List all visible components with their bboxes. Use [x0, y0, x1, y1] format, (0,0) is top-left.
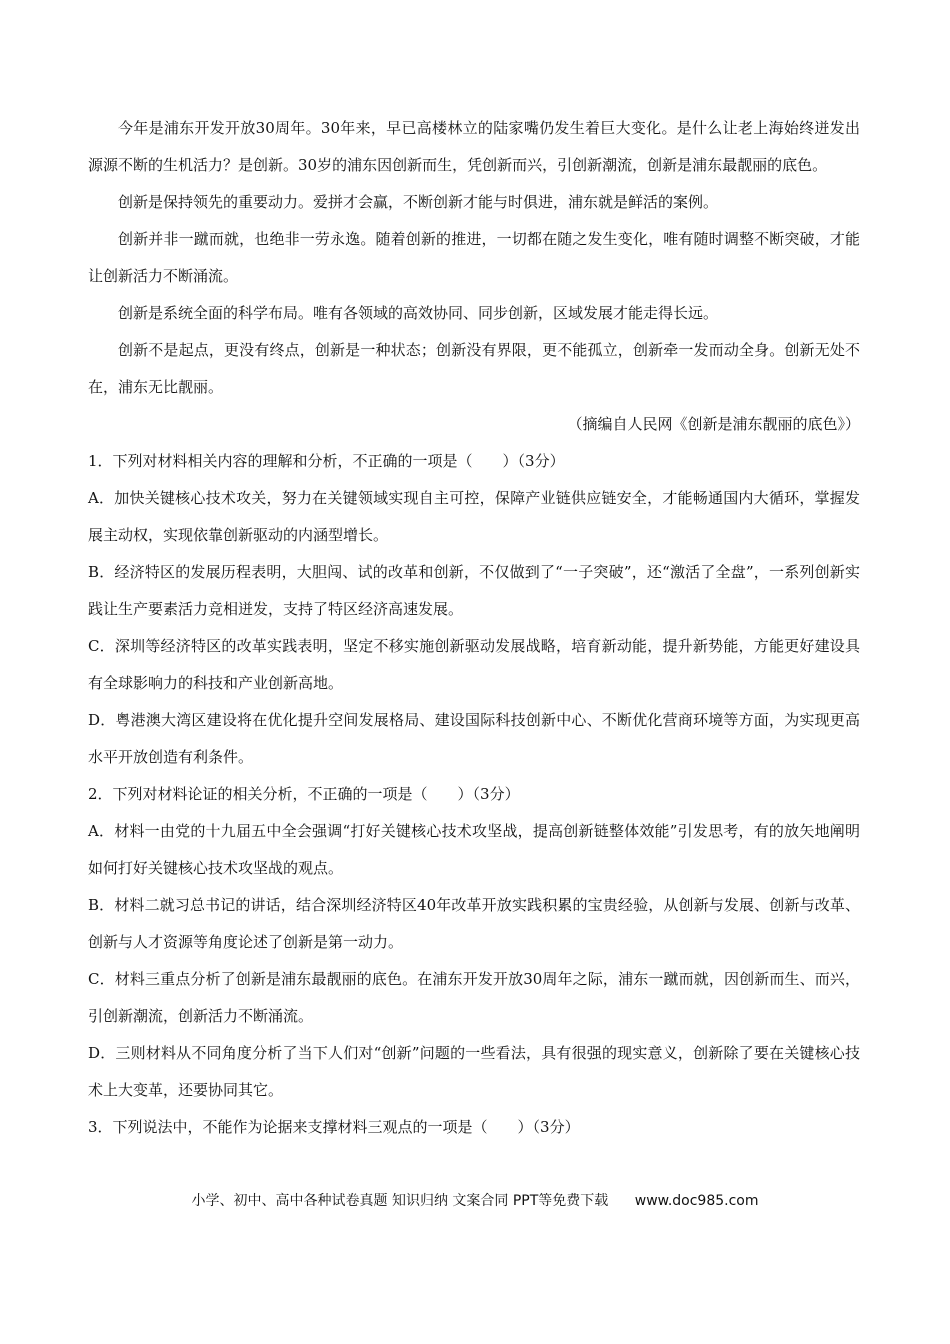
- option-b: B．材料二就习总书记的讲话，结合深圳经济特区40年改革开放实践积累的宝贵经验，从创新与发展、创新与改革、创新与人才资源等角度论述了创新是第一动力。: [88, 896, 860, 951]
- option-d: D．三则材料从不同角度分析了当下人们对“创新”问题的一些看法，具有很强的现实意义，创新除了要在关键核心技术上大变革，还要协同其它。: [88, 1044, 860, 1099]
- option-b: B．经济特区的发展历程表明，大胆闯、试的改革和创新，不仅做到了“一子突破”，还“激活了全盘”，一系列创新实践让生产要素活力竞相迸发，支持了特区经济高速发展。: [88, 563, 860, 618]
- document-body: [88, 110, 860, 1146]
- option-d: D．粤港澳大湾区建设将在优化提升空间发展格局、建设国际科技创新中心、不断优化营商环境等方面，为实现更高水平开放创造有利条件。: [88, 711, 860, 766]
- passage-paragraph: 创新不是起点，更没有终点，创新是一种状态；创新没有界限，更不能孤立，创新牵一发而动全身。创新无处不在，浦东无比靓丽。: [88, 341, 860, 396]
- passage-source: （摘编自人民网《创新是浦东靓丽的底色》）: [567, 415, 860, 433]
- question-2: [88, 776, 860, 1109]
- passage-paragraph: 创新是系统全面的科学布局。唯有各领域的高效协同、同步创新，区域发展才能走得长远。: [118, 304, 719, 322]
- option-c: C．材料三重点分析了创新是浦东最靓丽的底色。在浦东开发开放30周年之际，浦东一蹴而就，因创新而生、而兴，引创新潮流，创新活力不断涌流。: [88, 970, 860, 1025]
- passage-paragraph: 今年是浦东开发开放30周年。30年来，早已高楼林立的陆家嘴仍发生着巨大变化。是什么让老上海始终迸发出源源不断的生机活力？是创新。30岁的浦东因创新而生，凭创新而兴，引创新潮流，创新是浦东最靓丽的底色。: [88, 119, 860, 174]
- question-stem: 2．下列对材料论证的相关分析，不正确的一项是（ ）（3分）: [88, 785, 520, 803]
- question-1: [88, 443, 860, 776]
- question-3: [88, 1109, 860, 1146]
- option-c: C．深圳等经济特区的改革实践表明，坚定不移实施创新驱动发展战略，培育新动能，提升新势能，方能更好建设具有全球影响力的科技和产业创新高地。: [88, 637, 860, 692]
- passage: [88, 110, 860, 443]
- option-a: A．加快关键核心技术攻关，努力在关键领域实现自主可控，保障产业链供应链安全，才能畅通国内大循环，掌握发展主动权，实现依靠创新驱动的内涵型增长。: [88, 489, 860, 544]
- passage-paragraph: 创新是保持领先的重要动力。爱拼才会赢，不断创新才能与时俱进，浦东就是鲜活的案例。: [118, 193, 719, 211]
- question-stem: 1．下列对材料相关内容的理解和分析，不正确的一项是（ ）（3分）: [88, 452, 565, 470]
- footer-text: 小学、初中、高中各种试卷真题 知识归纳 文案合同 PPT等免费下载: [191, 1193, 609, 1209]
- option-a: A．材料一由党的十九届五中全会强调“打好关键核心技术攻坚战，提高创新链整体效能”引发思考，有的放矢地阐明如何打好关键核心技术攻坚战的观点。: [88, 822, 860, 877]
- page-footer: [0, 1190, 950, 1212]
- passage-paragraph: 创新并非一蹴而就，也绝非一劳永逸。随着创新的推进，一切都在随之发生变化，唯有随时调整不断突破，才能让创新活力不断涌流。: [88, 230, 860, 285]
- question-stem: 3．下列说法中，不能作为论据来支撑材料三观点的一项是（ ）（3分）: [88, 1118, 580, 1136]
- footer-link[interactable]: www.doc985.com: [634, 1193, 759, 1209]
